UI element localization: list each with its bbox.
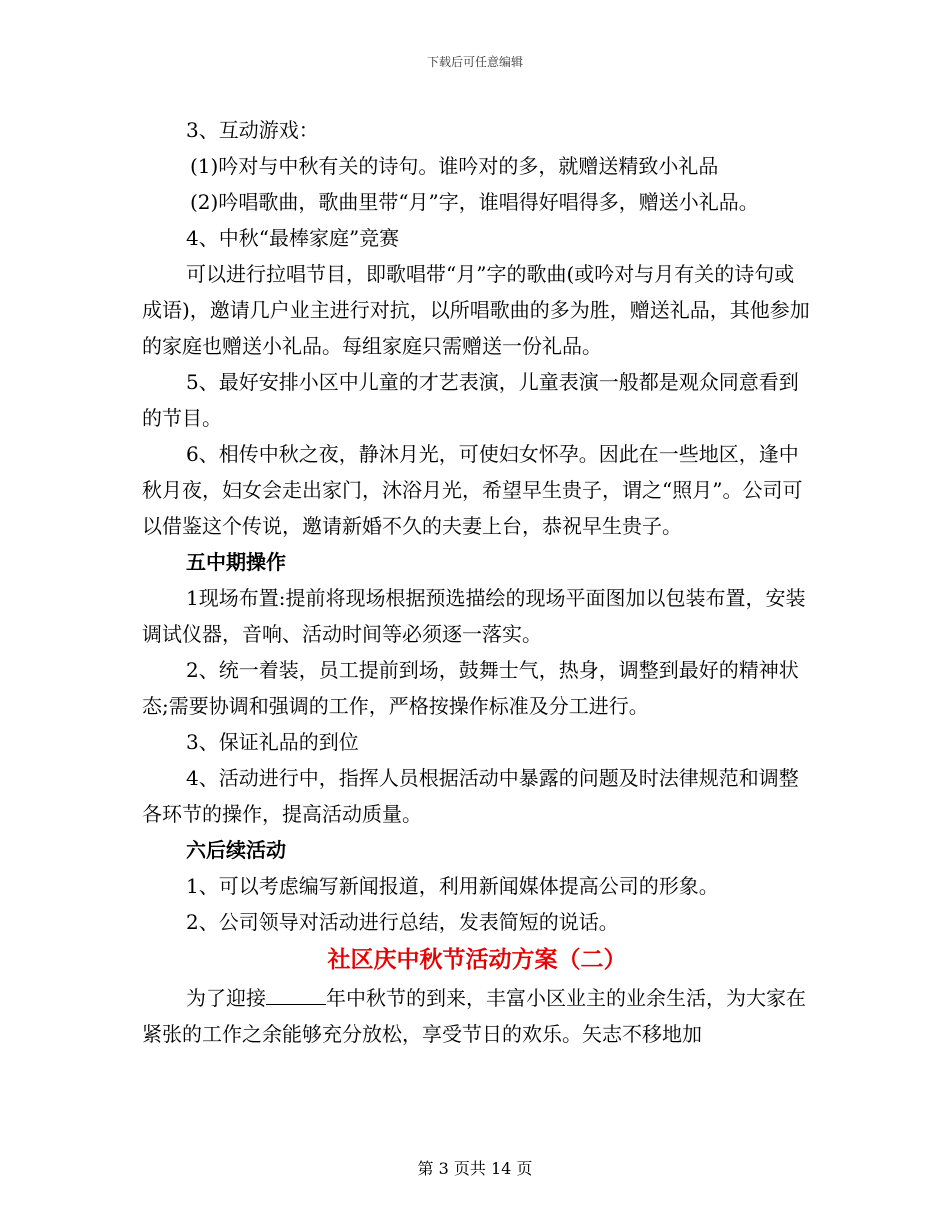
heading-follow-up: 六后续活动 [186, 838, 286, 862]
intro-text-after-blank: 年中秋节的到来，丰富小区业主的业余生活，为大家在紧张的工作之余能够充分放松，享受节日的欢乐。矢志不移地加 [142, 986, 806, 1046]
intro-text-before-blank: 为了迎接 [186, 986, 266, 1010]
paragraph-poem-recital: (1)吟对与中秋有关的诗句。谁吟对的多，就赠送精致小礼品 [190, 154, 719, 178]
fill-in-blank [266, 986, 326, 1005]
heading-mid-operation: 五中期操作 [186, 550, 286, 574]
paragraph-gift-ready: 3、保证礼品的到位 [186, 730, 359, 754]
paragraph-intro [142, 980, 812, 1052]
paragraph-venue-setup: 1现场布置:提前将现场根据预选描绘的现场平面图加以包装布置，安装调试仪器，音响、活动时间等必须逐一落实。 [142, 586, 806, 646]
paragraph-singing-program: 可以进行拉唱节目，即歌唱带“月”字的歌曲(或吟对与月有关的诗句或成语)，邀请几户业主进行对抗，以所唱歌曲的多为胜，赠送礼品，其他参加的家庭也赠送小礼品。每组家庭只需赠送一份礼品。 [142, 262, 810, 358]
paragraph-interactive-games: 3、互动游戏： [186, 118, 319, 142]
paragraph-best-family: 4、中秋“最棒家庭”竞赛 [186, 226, 400, 250]
page-header: 下载后可任意编辑 [426, 55, 523, 69]
document-body [142, 112, 812, 1052]
paragraph-uniform-dress: 2、统一着装，员工提前到场，鼓舞士气，热身，调整到最好的精神状态;需要协调和强调的工作，严格按操作标准及分工进行。 [142, 658, 799, 718]
section-title: 社区庆中秋节活动方案（二） [327, 947, 627, 973]
paragraph-news-report: 1、可以考虑编写新闻报道，利用新闻媒体提高公司的形象。 [186, 874, 719, 898]
paragraph-song-contest: (2)吟唱歌曲，歌曲里带“月”字，谁唱得好唱得多，赠送小礼品。 [190, 190, 759, 214]
paragraph-moonlight-legend: 6、相传中秋之夜，静沐月光，可使妇女怀孕。因此在一些地区，逢中秋月夜，妇女会走出家门，沐浴月光，希望早生贵子，谓之“照月”。公司可以借鉴这个传说，邀请新婚不久的夫妻上台，恭祝早生贵子。 [142, 442, 803, 538]
paragraph-children-show: 5、最好安排小区中儿童的才艺表演，儿童表演一般都是观众同意看到的节目。 [142, 370, 799, 430]
paragraph-activity-command: 4、活动进行中，指挥人员根据活动中暴露的问题及时法律规范和调整各环节的操作，提高活动质量。 [142, 766, 799, 826]
page-footer: 第 3 页共 14 页 [417, 1159, 533, 1178]
paragraph-leader-summary: 2、公司领导对活动进行总结，发表简短的说话。 [186, 910, 619, 934]
